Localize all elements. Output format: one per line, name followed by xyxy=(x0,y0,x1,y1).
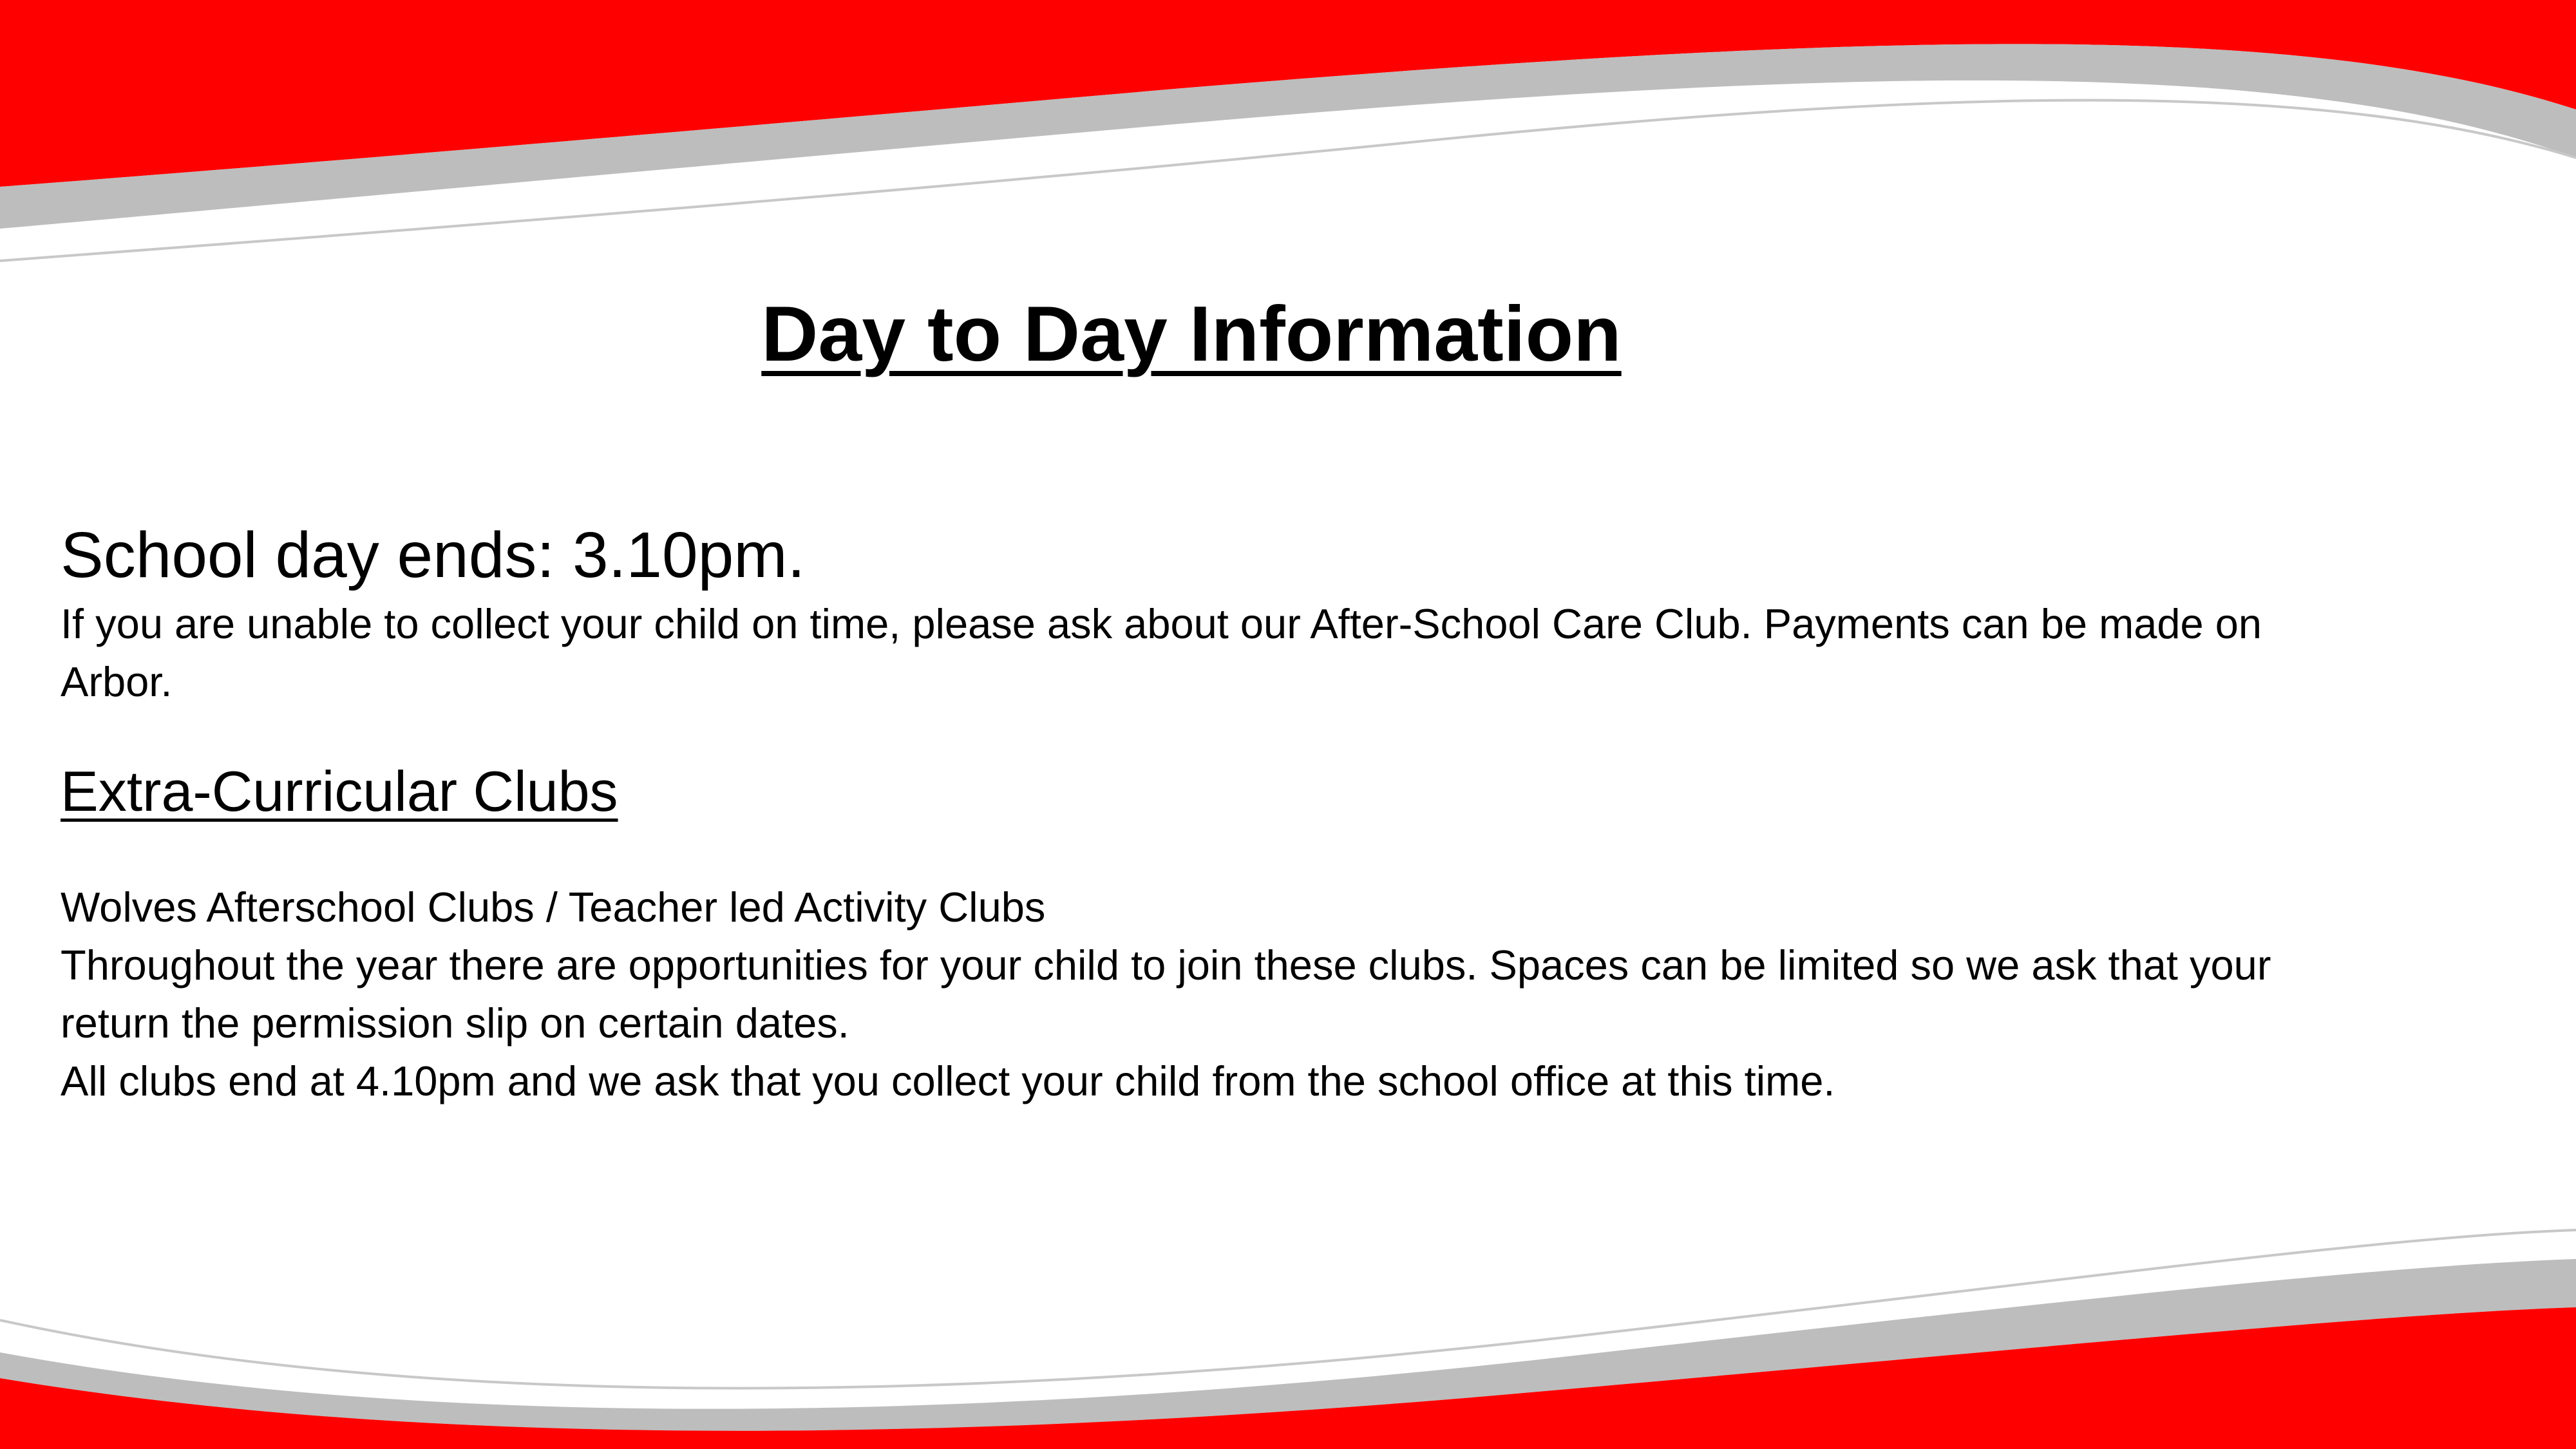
slide-content xyxy=(61,515,2289,1110)
slide-title: Day to Day Information xyxy=(761,290,1622,377)
clubs-heading: Extra-Curricular Clubs xyxy=(61,759,618,823)
school-day-text: If you are unable to collect your child on time, please ask about our After-School Care Club. Payments can be made on Arbor. xyxy=(61,600,2262,705)
clubs-details xyxy=(61,878,2289,1110)
clubs-text: Throughout the year there are opportunities for your child to join these clubs. Spaces can be limited so we ask that your return the permission slip on certain dates. xyxy=(61,942,2271,1046)
school-day-heading: School day ends: 3.10pm. xyxy=(61,519,806,591)
clubs-end-time-note: All clubs end at 4.10pm and we ask that you collect your child from the school office at this time. xyxy=(61,1057,1835,1104)
clubs-subtitle: Wolves Afterschool Clubs / Teacher led Activity Clubs xyxy=(61,884,1046,931)
